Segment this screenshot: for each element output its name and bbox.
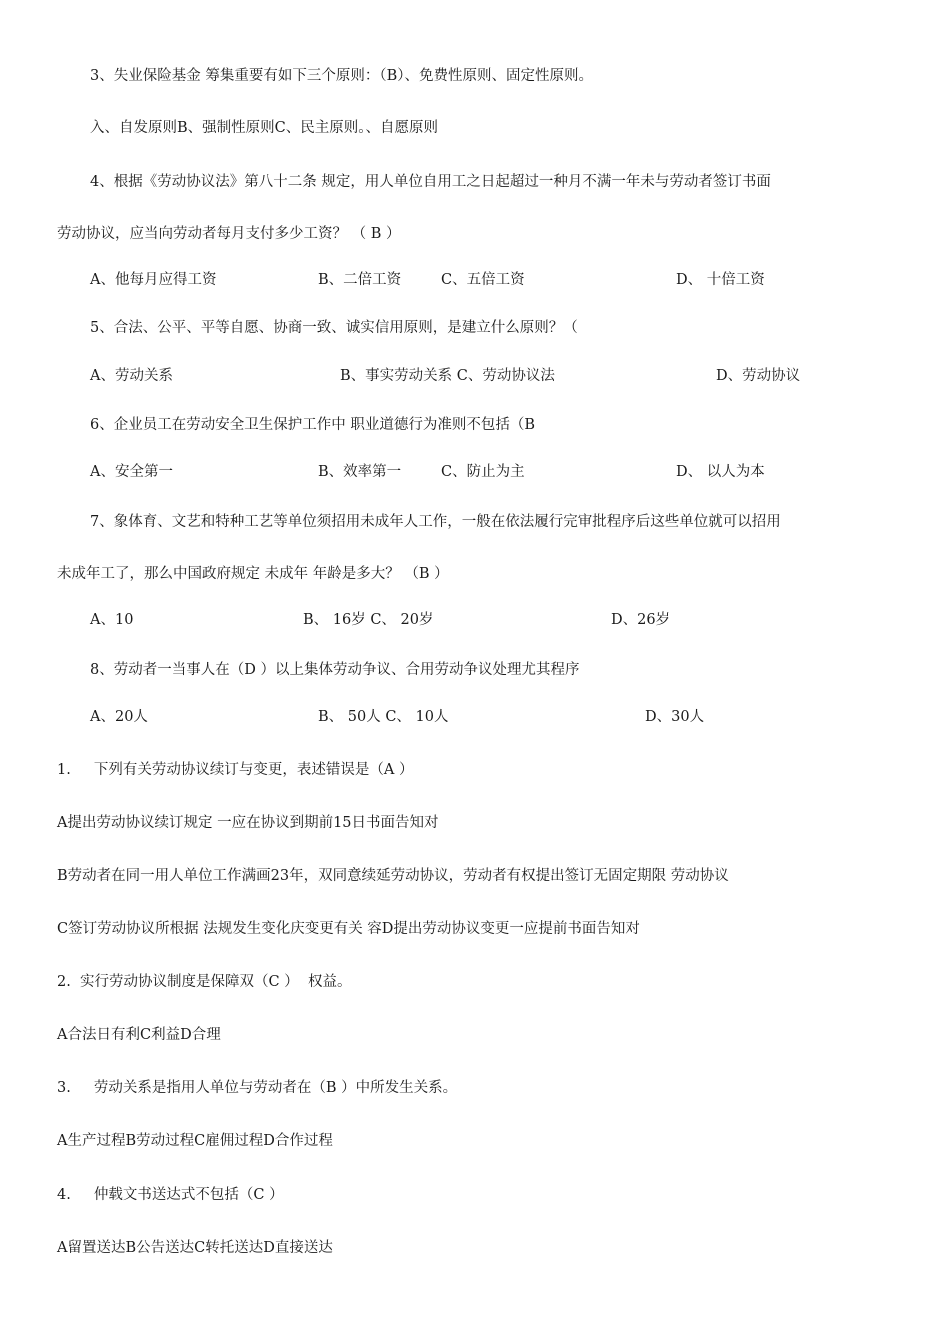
question-8-option-bc: B、 50人 C、 10人 bbox=[318, 709, 449, 725]
section2-question-1-option-cd: C签订劳动协议所根据 法规发生变化庆变更有关 容D提出劳动协议变更一应提前书面告知对 bbox=[57, 921, 640, 937]
section2-question-2-stem: 2. 实行劳动协议制度是保障双（C ） 权益。 bbox=[57, 974, 352, 990]
question-4-stem-line-2: 劳动协议，应当向劳动者每月支付多少工资？ （ B ） bbox=[57, 226, 401, 242]
section2-question-4-stem: 4. 仲载文书送达式不包括（C ） bbox=[57, 1187, 284, 1203]
question-7-stem-line-2: 未成年工了，那么中国政府规定 未成年 年龄是多大？ （B ） bbox=[57, 566, 449, 582]
question-5-option-d: D、劳动协议 bbox=[716, 368, 801, 384]
question-5-option-a: A、劳动关系 bbox=[90, 368, 173, 384]
section2-question-1-option-b: B劳动者在同一用人单位工作满画23年，双同意续延劳动协议，劳动者有权提出签订无固定期限 劳动协议 bbox=[57, 868, 729, 884]
question-7-option-a: A、10 bbox=[90, 612, 134, 628]
question-4-stem-line-1: 4、根据《劳动协议法》第八十二条 规定，用人单位自用工之日起超过一种月不满一年未与劳动者签订书面 bbox=[90, 174, 771, 190]
question-5-stem: 5、合法、公平、平等自愿、协商一致、诚实信用原则，是建立什么原则？（ bbox=[90, 320, 578, 336]
section2-question-4-options: A留置送达B公告送达C转托送达D直接送达 bbox=[57, 1240, 333, 1256]
section2-question-3-options: A生产过程B劳动过程C雇佣过程D合作过程 bbox=[57, 1133, 333, 1149]
question-4-option-b: B、二倍工资 bbox=[318, 272, 402, 288]
question-6-option-d: D、 以人为本 bbox=[676, 464, 765, 480]
question-7-option-d: D、26岁 bbox=[611, 612, 671, 628]
question-3-options: 入、自发原则B、强制性原则C、民主原则。、自愿原则 bbox=[90, 120, 438, 136]
question-5-option-bc: B、事实劳动关系 C、劳动协议法 bbox=[340, 368, 555, 384]
question-4-option-a: A、他每月应得工资 bbox=[90, 272, 217, 288]
question-8-option-a: A、20人 bbox=[90, 709, 148, 725]
question-7-option-bc: B、 16岁 C、 20岁 bbox=[303, 612, 434, 628]
question-6-option-c: C、防止为主 bbox=[441, 464, 525, 480]
section2-question-3-stem: 3. 劳动关系是指用人单位与劳动者在（B ）中所发生关系。 bbox=[57, 1080, 458, 1096]
question-6-stem: 6、企业员工在劳动安全卫生保护工作中 职业道德行为准则不包括（B bbox=[90, 417, 535, 433]
question-3-stem: 3、失业保险基金 筹集重要有如下三个原则：（B）、免费性原则、固定性原则。 bbox=[90, 68, 593, 84]
question-4-option-c: C、五倍工资 bbox=[441, 272, 525, 288]
question-8-stem: 8、劳动者一当事人在（D ）以上集体劳动争议、合用劳动争议处理尤其程序 bbox=[90, 662, 580, 678]
question-8-option-d: D、30人 bbox=[645, 709, 705, 725]
question-7-stem-line-1: 7、象体育、文艺和特种工艺等单位须招用未成年人工作，一般在依法履行完审批程序后这些单位就可以招用 bbox=[90, 514, 781, 530]
question-6-option-a: A、安全第一 bbox=[90, 464, 173, 480]
question-4-option-d: D、 十倍工资 bbox=[676, 272, 765, 288]
section2-question-1-stem: 1. 下列有关劳动协议续订与变更，表述错误是（A ） bbox=[57, 762, 414, 778]
section2-question-2-options: A合法日有利C利益D合理 bbox=[57, 1027, 221, 1043]
question-6-option-b: B、效率第一 bbox=[318, 464, 402, 480]
section2-question-1-option-a: A提出劳动协议续订规定 一应在协议到期前15日书面告知对 bbox=[57, 815, 439, 831]
